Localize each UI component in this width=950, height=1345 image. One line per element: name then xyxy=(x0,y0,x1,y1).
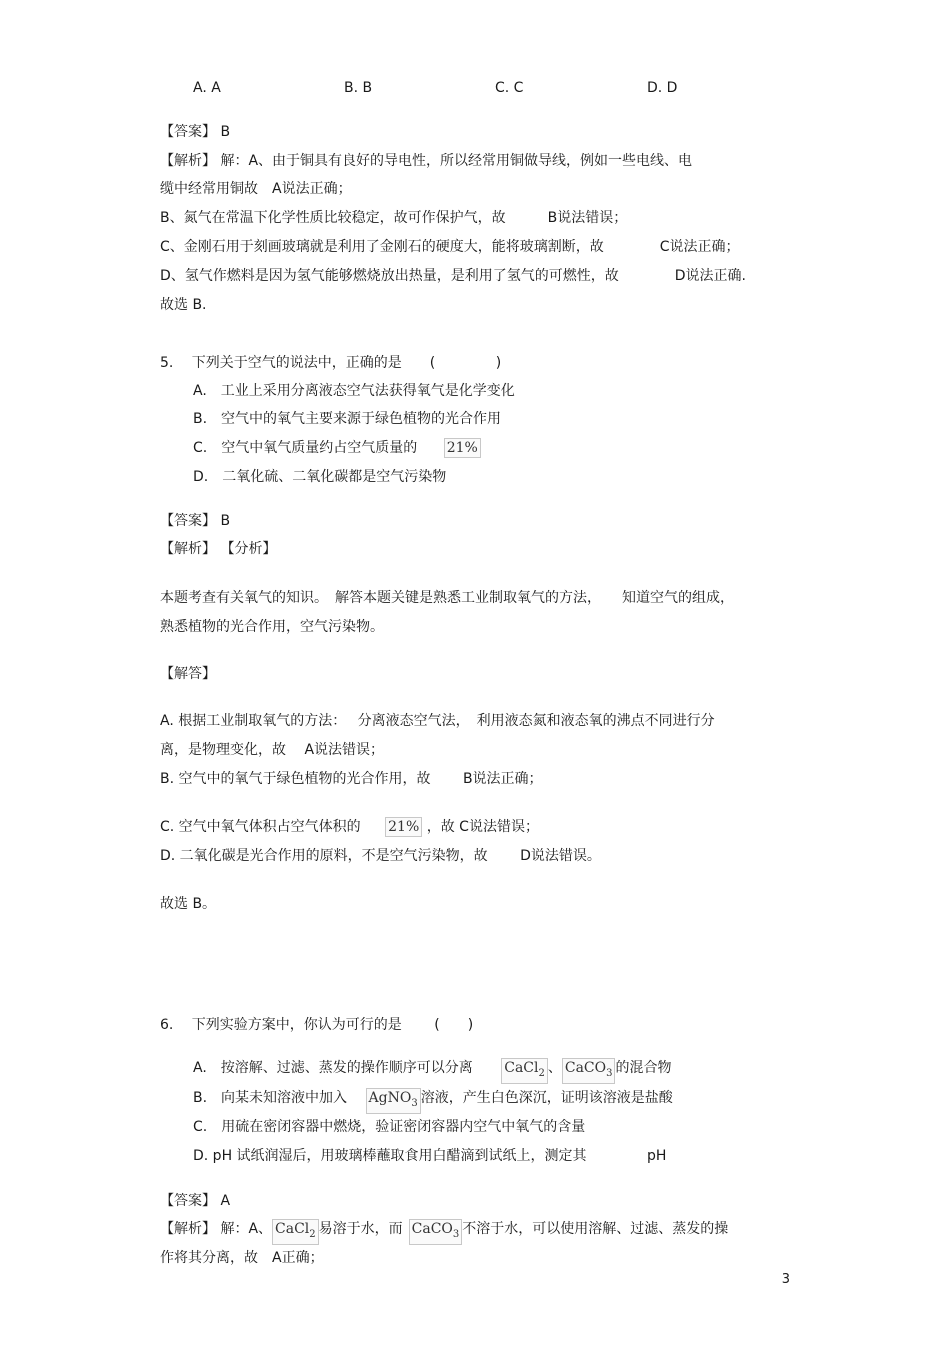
prev-conclusion: 故选 B. xyxy=(160,297,207,313)
formula-image: CaCO$_3$ xyxy=(562,1058,616,1084)
separator: 、 xyxy=(547,1060,562,1076)
prev-answer: 【答案】 B xyxy=(160,124,231,140)
formula-image: CaCO$_3$ xyxy=(409,1219,463,1245)
q6-analysis-line: 作将其分离，故 A正确； xyxy=(160,1250,324,1266)
option-d: D. D xyxy=(647,80,678,96)
option-b: B. B xyxy=(344,80,373,96)
prev-analysis-line: C、金刚石用于刻画玻璃就是利用了金刚石的硬度大，能将玻璃割断，故 C说法正确； xyxy=(160,239,740,255)
q5-solve-text: C. 空气中氧气体积占空气体积的 xyxy=(160,819,361,835)
q6-option-b-text: B. 向某未知溶液中加入 xyxy=(193,1090,348,1106)
q5-solve-head: 【解答】 xyxy=(160,666,216,682)
q5-stem: 5. 下列关于空气的说法中，正确的是 ( ) xyxy=(160,355,502,371)
q5-solve-line: A. 根据工业制取氧气的方法： 分离液态空气法， 利用液态氮和液态氧的沸点不同进行分 xyxy=(160,713,715,729)
q5-solve-line: B. 空气中的氧气于绿色植物的光合作用，故 B说法正确； xyxy=(160,771,543,787)
prev-analysis-line: D、氢气作燃料是因为氢气能够燃烧放出热量，是利用了氢气的可燃性，故 D说法正确. xyxy=(160,268,747,284)
q6-analysis-text: 易溶于水，而 xyxy=(318,1221,403,1237)
q6-answer: 【答案】 A xyxy=(160,1193,231,1209)
q6-option-a xyxy=(193,1058,671,1084)
q6-analysis-line xyxy=(160,1219,728,1245)
q5-option-c-text: C. 空气中氧气质量约占空气质量的 xyxy=(193,440,418,456)
q6-option-a-text: A. 按溶解、过滤、蒸发的操作顺序可以分离 xyxy=(193,1060,473,1076)
formula-image: CaCl$_2$ xyxy=(501,1058,548,1084)
prev-analysis-line: B、氮气在常温下化学性质比较稳定，故可作保护气，故 B说法错误； xyxy=(160,210,628,226)
q5-answer: 【答案】 B xyxy=(160,513,231,529)
q5-solve-line: D. 二氧化碳是光合作用的原料，不是空气污染物，故 D说法错误。 xyxy=(160,848,601,864)
q6-option-b xyxy=(193,1088,673,1114)
q5-conclusion: 故选 B。 xyxy=(160,896,217,912)
q6-stem xyxy=(160,1015,473,1035)
q5-solve-text: ，故 C说法错误； xyxy=(426,819,539,835)
formula-image: 21% xyxy=(385,817,422,837)
q5-solve-line xyxy=(160,817,539,837)
q5-intro-line: 熟悉植物的光合作用，空气污染物。 xyxy=(160,619,384,635)
q5-analysis-head: 【解析】 【分析】 xyxy=(160,541,277,557)
prev-analysis-line: 【解析】 解：A、由于铜具有良好的导电性，所以经常用铜做导线，例如一些电线、电 xyxy=(160,153,693,169)
formula-image: 21% xyxy=(444,438,481,458)
q5-option-c xyxy=(193,438,481,458)
q6-stem-text: 6. 下列实验方案中，你认为可行的是 xyxy=(160,1017,430,1033)
q6-analysis-text: 【解析】 解：A、 xyxy=(160,1221,273,1237)
formula-image: AgNO$_3$ xyxy=(366,1088,421,1114)
page-number: 3 xyxy=(781,1272,790,1287)
q6-option-b-suffix: 溶液，产生白色深沉，证明该溶液是盐酸 xyxy=(420,1090,673,1106)
option-c: C. C xyxy=(495,80,524,96)
q5-option-a: A. 工业上采用分离液态空气法获得氧气是化学变化 xyxy=(193,383,515,399)
q5-option-d: D. 二氧化硫、二氧化碳都是空气污染物 xyxy=(193,469,447,485)
option-a: A. A xyxy=(193,80,221,96)
q6-option-d: D. pH 试纸润湿后，用玻璃棒蘸取食用白醋滴到试纸上，测定其 pH xyxy=(193,1148,667,1164)
q6-blank: ( ) xyxy=(434,1017,474,1033)
q5-solve-line: 离，是物理变化，故 A说法错误； xyxy=(160,742,385,758)
prev-analysis-line: 缆中经常用铜故 A说法正确； xyxy=(160,181,352,197)
q6-analysis-text: 不溶于水，可以使用溶解、过滤、蒸发的操 xyxy=(462,1221,729,1237)
q5-intro-line: 本题考查有关氧气的知识。 解答本题关键是熟悉工业制取氧气的方法， 知道空气的组成， xyxy=(160,590,734,606)
q6-option-c: C. 用硫在密闭容器中燃烧，验证密闭容器内空气中氧气的含量 xyxy=(193,1119,586,1135)
formula-image: CaCl$_2$ xyxy=(272,1219,319,1245)
q5-option-b: B. 空气中的氧气主要来源于绿色植物的光合作用 xyxy=(193,411,502,427)
q6-option-a-suffix: 的混合物 xyxy=(615,1060,672,1076)
